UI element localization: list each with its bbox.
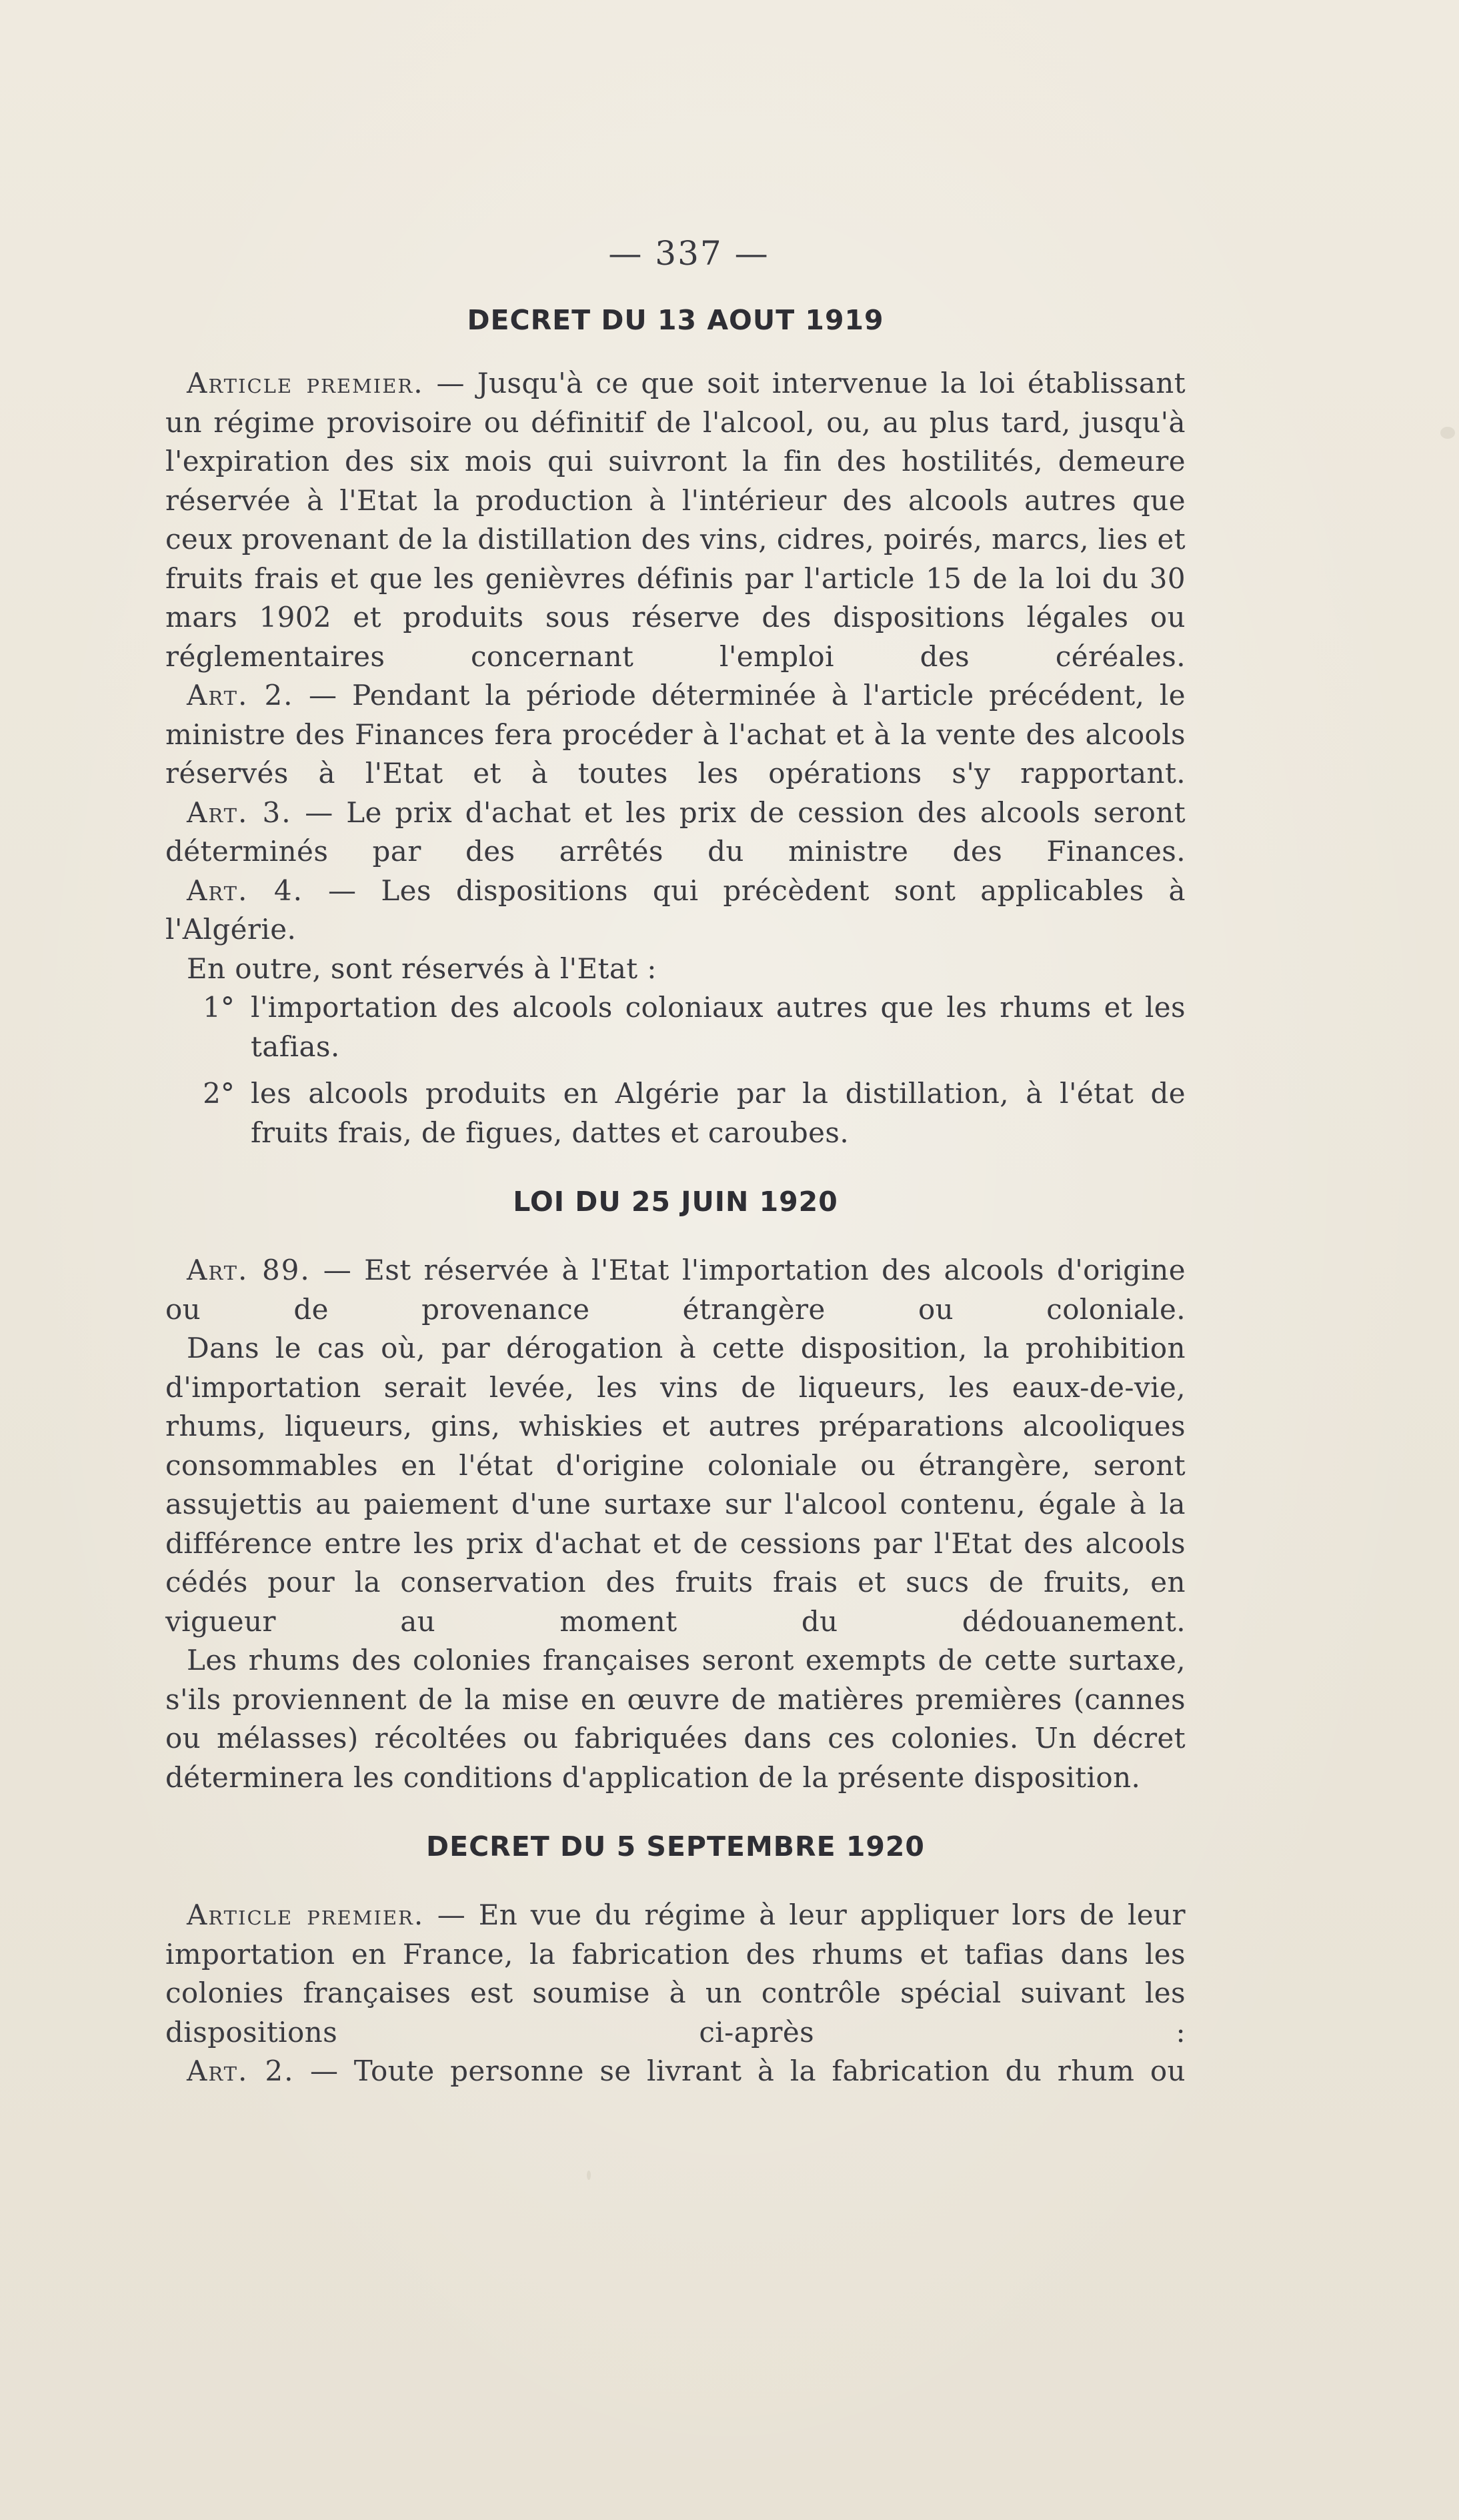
paper-stain [587,2171,591,2180]
article-text: — Le prix d'achat et les prix de cession des alcools seront déterminés par des arrêtés du ministre des Finances. [165,796,1186,868]
list-item-number: 2° [203,1077,235,1110]
article-text: — Jusqu'à ce que soit intervenue la loi établissant un régime provisoire ou définitif de l'alcool, ou, au plus tard, jusqu'à l'expiration des six mois qui suivront la fin des hostilités, demeure réservée à l'Etat la production à l'intérieur des alcools autres que ceux provenant de la distillation des vins, cidres, poirés, marcs, lies et fruits frais et que les genièvres définis par l'article 15 de la loi du 30 mars 1902 et produits sous réserve des dispositions légales ou réglementaires concernant l'emploi des céréales. [165,367,1186,673]
list-item-text: l'importation des alcools coloniaux autres que les rhums et les tafias. [251,991,1186,1063]
page-number: — 337 — [608,234,770,273]
article-text: — Les dispositions qui précèdent sont applicables à l'Algérie. [165,874,1186,946]
body-paragraph: Dans le cas où, par dérogation à cette disposition, la prohibition d'importation serait levée, les vins de liqueurs, les eaux-de-vie, rhums, liqueurs, gins, whiskies et autres préparations alcooliques consommables en l'état d'origine coloniale ou étrangère, seront assujettis au paiement d'une surtaxe sur l'alcool contenu, égale à la différence entre les prix d'achat et de cessions par l'Etat des alcools cédés pour la conservation des fruits frais et sucs de fruits, en vigueur au moment du dédouanement. [165,1332,1186,1638]
paper-stain [1440,427,1455,439]
article-text: — Pendant la période déterminée à l'article précédent, le ministre des Finances fera procéder à l'achat et à la vente des alcools réservés à l'Etat et à toutes les opérations s'y rapportant. [165,679,1186,790]
list-item [187,988,1186,1066]
article-text: — Est réservée à l'Etat l'importation des alcools d'origine ou de provenance étrangère ou coloniale. [165,1254,1186,1326]
article-paragraph [165,1251,1186,1329]
article-label: Article premier. [187,1899,425,1931]
paragraph-en-outre: En outre, sont réservés à l'Etat : [187,952,657,985]
article-paragraph [165,2052,1186,2091]
article-label: Art. 2. [187,679,294,712]
article-label: Art. 2. [187,2055,295,2087]
article-paragraph [165,794,1186,872]
article-paragraph [165,364,1186,676]
article-paragraph [165,1896,1186,2052]
article-label: Art. 4. [187,874,304,907]
article-paragraph [165,872,1186,950]
list-item [187,1074,1186,1152]
article-label: Article premier. [187,367,424,399]
article-paragraph [165,676,1186,794]
article-text: — En vue du régime à leur appliquer lors de leur importation en France, la fabrication des rhums et tafias dans les colonies françaises est soumise à un contrôle spécial suivant les dispositions ci-après : [165,1899,1186,2049]
article-label: Art. 89. [187,1254,311,1286]
heading-decret-sept-1920: DECRET DU 5 SEPTEMBRE 1920 [426,1830,925,1862]
body-paragraph: Les rhums des colonies françaises seront exempts de cette surtaxe, s'ils proviennent de la mise en œuvre de matières premières (cannes ou mélasses) récoltées ou fabriquées dans ces colonies. Un décret déterminera les conditions d'application de la présente disposition. [165,1644,1186,1794]
article-label: Art. 3. [187,796,292,829]
article-text: — Toute personne se livrant à la fabrication du rhum ou [294,2055,1186,2087]
list-item-text: les alcools produits en Algérie par la distillation, à l'état de fruits frais, de figues, dattes et caroubes. [251,1077,1186,1149]
text-block [165,227,1186,2091]
list-item-number: 1° [203,991,235,1024]
heading-loi-1920: LOI DU 25 JUIN 1920 [513,1186,838,1218]
heading-decret-1919: DECRET DU 13 AOUT 1919 [467,304,884,336]
